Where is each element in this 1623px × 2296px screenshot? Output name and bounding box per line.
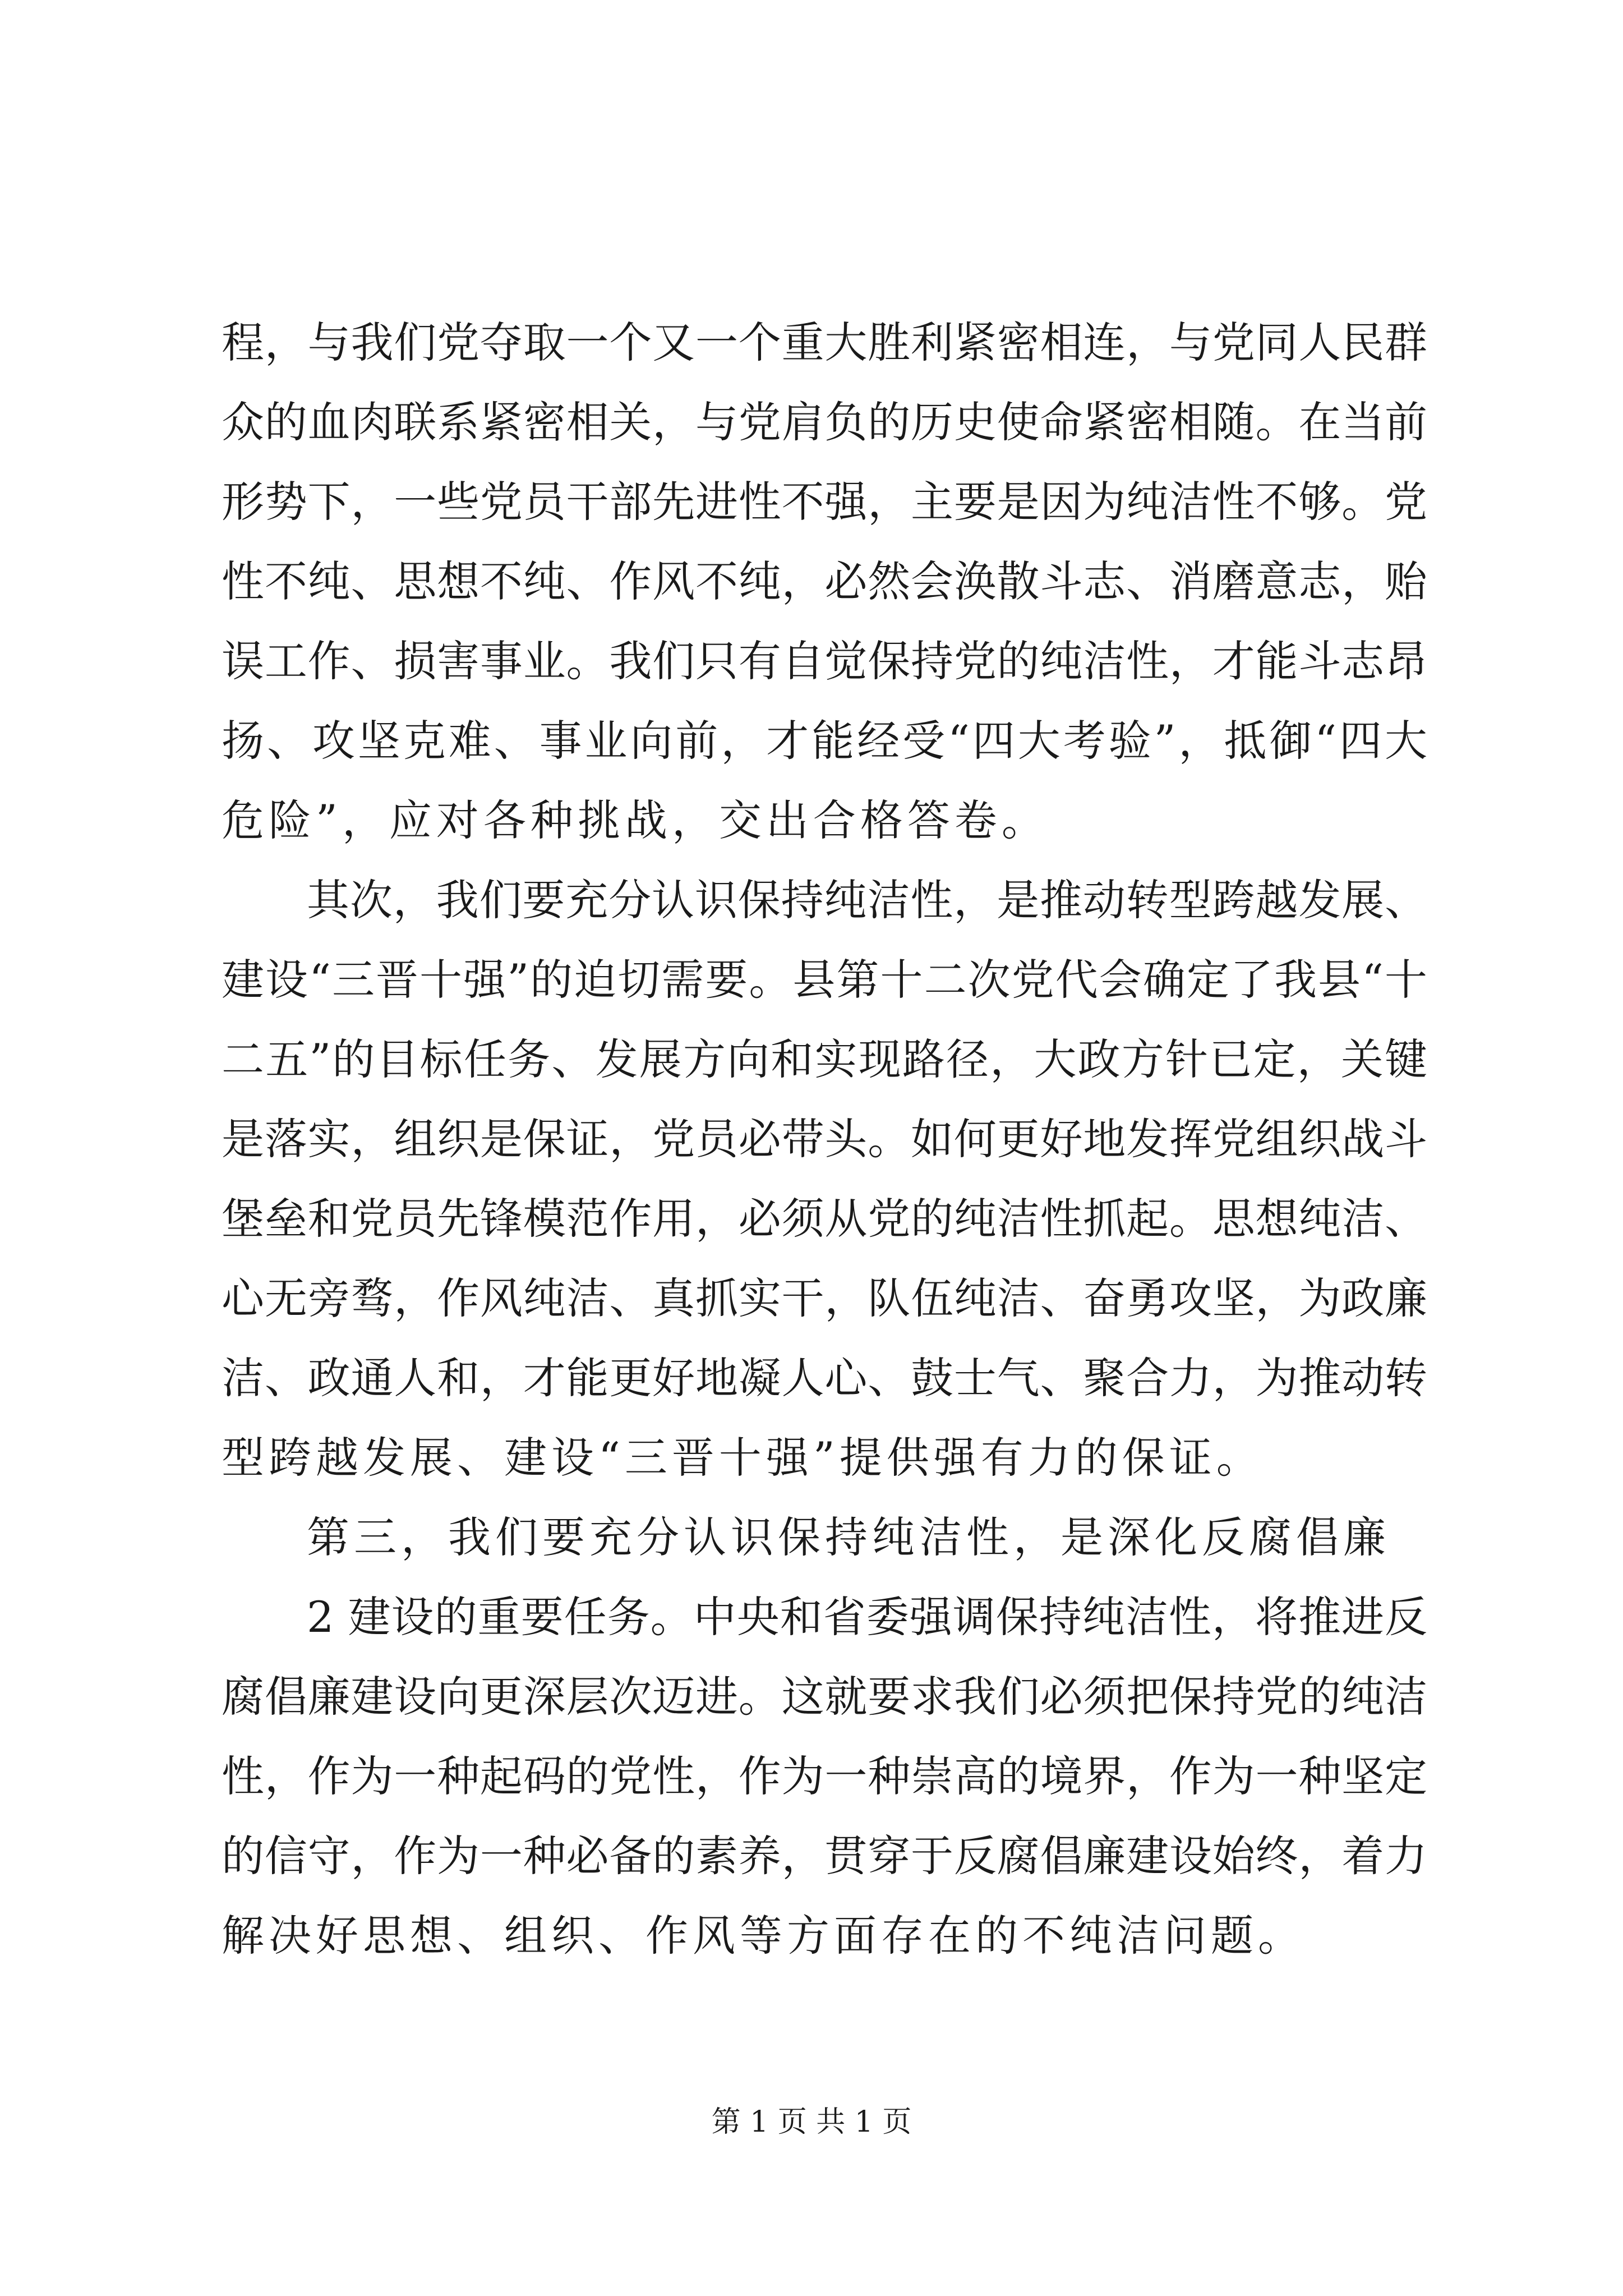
text-line: 第三，我们要充分认识保持纯洁性，是深化反腐倡廉 (307, 1512, 1390, 1562)
text-line: 众的血肉联系紧密相关，与党肩负的历史使命紧密相随。在当前 (222, 397, 1427, 447)
text-line: 误工作、损害事业。我们只有自觉保持党的纯洁性，才能斗志昂 (222, 636, 1427, 686)
text-line: 型跨越发展、建设“三晋十强”提供强有力的保证。 (222, 1433, 1264, 1483)
text-line: 的信守，作为一种必备的素养，贯穿于反腐倡廉建设始终，着力 (222, 1831, 1427, 1881)
text-line: 性，作为一种起码的党性，作为一种崇高的境界，作为一种坚定 (222, 1751, 1427, 1801)
text-line: 扬、攻坚克难、事业向前，才能经受“四大考验”，抵御“四大 (222, 716, 1427, 766)
text-line: 二五”的目标任务、发展方向和实现路径，大政方针已定，关键 (222, 1034, 1427, 1084)
text-line: 危险”，应对各种挑战，交出合格答卷。 (222, 795, 1049, 845)
text-line: 腐倡廉建设向更深层次迈进。这就要求我们必须把保持党的纯洁 (222, 1672, 1427, 1722)
text-line: 2 建设的重要任务。中央和省委强调保持纯洁性，将推进反 (307, 1592, 1427, 1642)
page-footer: 第 1 页 共 1 页 (711, 2105, 912, 2139)
text-line: 洁、政通人和，才能更好地凝人心、鼓士气、聚合力，为推动转 (222, 1353, 1427, 1403)
text-line: 是落实，组织是保证，党员必带头。如何更好地发挥党组织战斗 (222, 1114, 1427, 1164)
text-line: 形势下，一些党员干部先进性不强，主要是因为纯洁性不够。党 (222, 477, 1427, 527)
text-line: 解决好思想、组织、作风等方面存在的不纯洁问题。 (222, 1911, 1305, 1961)
text-line: 性不纯、思想不纯、作风不纯，必然会涣散斗志、消磨意志，贻 (222, 556, 1427, 606)
document-body (222, 303, 1427, 1976)
text-line: 堡垒和党员先锋模范作用，必须从党的纯洁性抓起。思想纯洁、 (222, 1194, 1427, 1244)
text-line: 其次，我们要充分认识保持纯洁性，是推动转型跨越发展、 (307, 875, 1427, 925)
text-line: 心无旁骛，作风纯洁、真抓实干，队伍纯洁、奋勇攻坚，为政廉 (222, 1273, 1427, 1323)
text-line: 程，与我们党夺取一个又一个重大胜利紧密相连，与党同人民群 (222, 318, 1427, 367)
text-line: 建设“三晋十强”的迫切需要。县第十二次党代会确定了我县“十 (222, 955, 1427, 1005)
